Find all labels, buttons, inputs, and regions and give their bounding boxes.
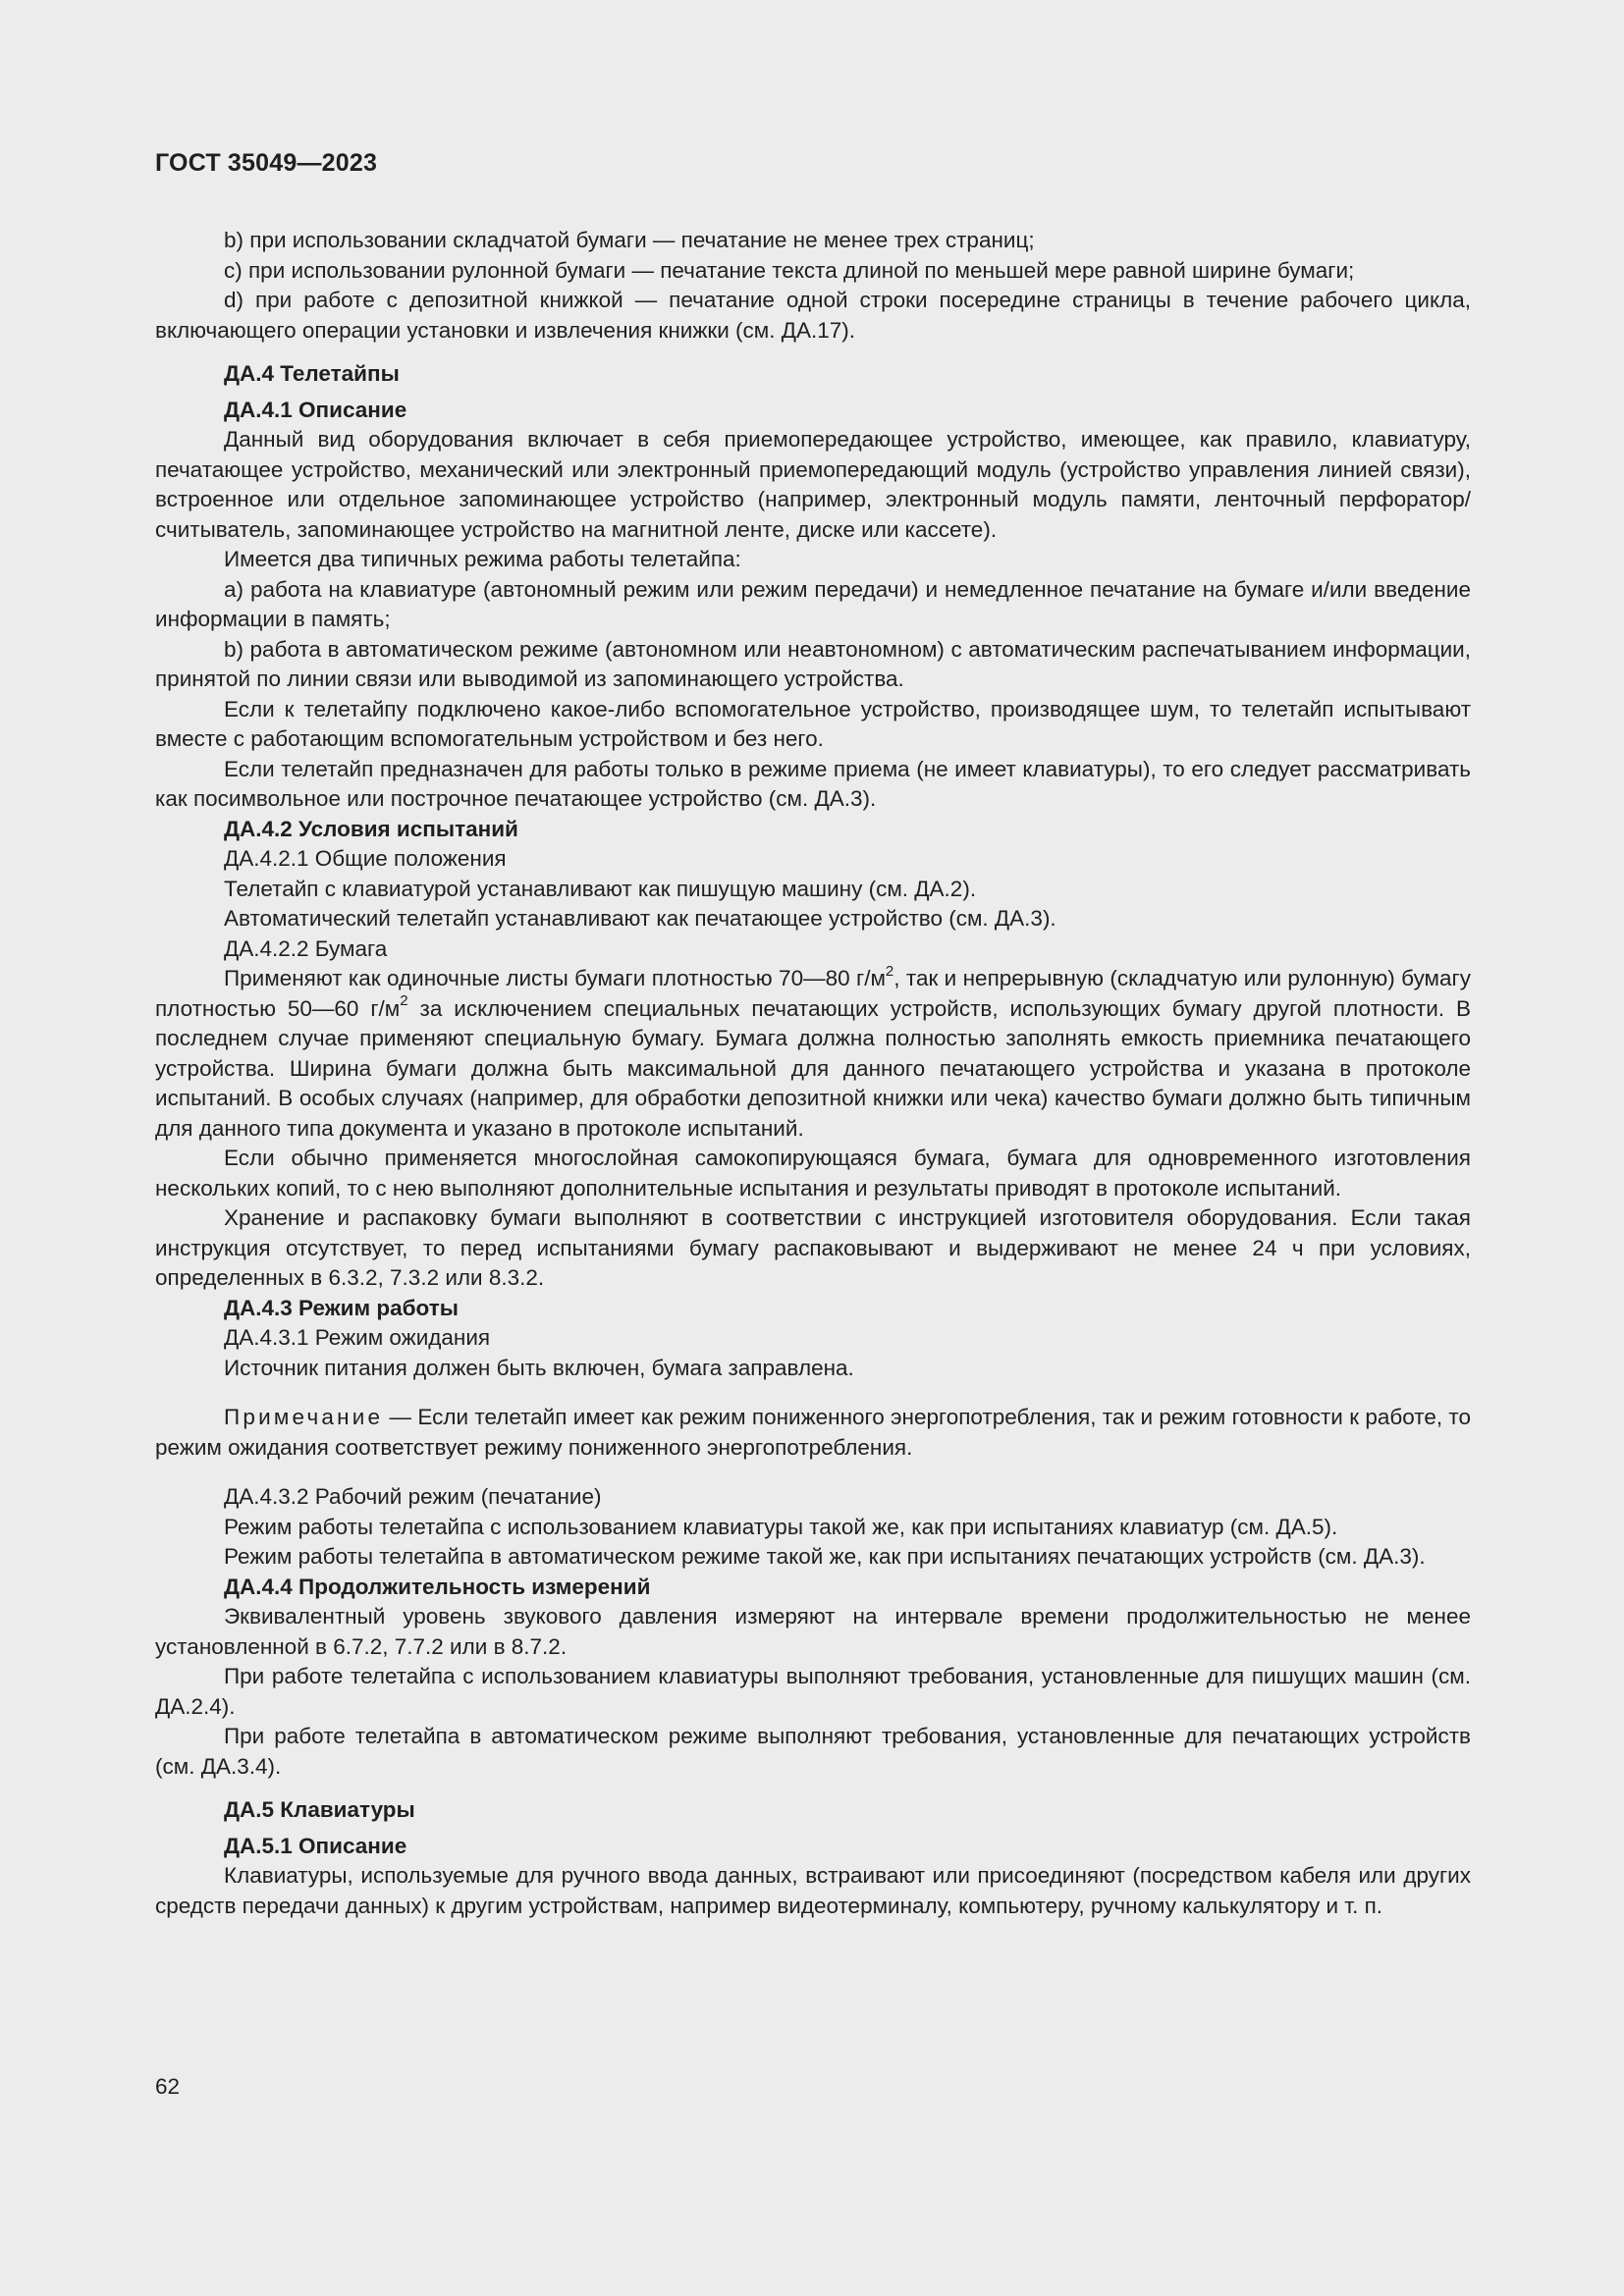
clause-title: ДА.4.2.1 Общие положения <box>224 846 507 871</box>
note-text: — Если телетайп имеет как режим пониженного энергопотребления, так и режим готовности к работе, то режим ожидания соответствует режиму пониженного энергопотребления. <box>155 1405 1471 1460</box>
text-run: , так и непрерывную (складчатую или рулонную) бумагу плотностью 50—60 г/м <box>155 966 1471 1021</box>
paragraph: Клавиатуры, используемые для ручного ввода данных, встраивают или присоединяют (посредством кабеля или других средств передачи данных) к другим устройствам, например видеотерминалу, компьютеру, ручному калькулятору и т. п. <box>155 1863 1471 1918</box>
document-header: ГОСТ 35049—2023 <box>155 149 378 177</box>
list-item: a) работа на клавиатуре (автономный режим или режим передачи) и немедленное печатание на бумаге и/или введение информации в память; <box>155 576 1471 631</box>
document-page <box>155 0 1471 2296</box>
subsection-heading: ДА.4.3 Режим работы <box>224 1295 459 1320</box>
paragraph: Телетайп с клавиатурой устанавливают как пишущую машину (см. ДА.2). <box>224 876 977 901</box>
clause-title: ДА.4.3.1 Режим ожидания <box>224 1325 491 1350</box>
text-run: за исключением специальных печатающих устройств, использующих бумагу другой плотности. В последнем случае применяют специальную бумагу. Бумага должна полностью заполнять емкость приемника печатающего устройства. Ширина бумаги должна быть максимальной для данного печатающего устройства и указана в протоколе испытаний. В особых случаях (например, для обработки депозитной книжки или чека) качество бумаги должно быть типичным для данного типа документа и указано в протоколе испытаний. <box>155 995 1472 1141</box>
subsection-heading: ДА.4.1 Описание <box>224 397 407 422</box>
paragraph: Имеется два типичных режима работы телетайпа: <box>224 547 741 571</box>
paragraph: b) при использовании складчатой бумаги — печатание не менее трех страниц; <box>224 228 1035 252</box>
subsection-heading: ДА.5.1 Описание <box>224 1833 407 1858</box>
paragraph: Режим работы телетайпа в автоматическом режиме такой же, как при испытаниях печатающих устройств (см. ДА.3). <box>224 1544 1426 1569</box>
clause-title: ДА.4.3.2 Рабочий режим (печатание) <box>224 1484 602 1509</box>
paragraph: c) при использовании рулонной бумаги — печатание текста длиной по меньшей мере равной ширине бумаги; <box>224 257 1355 283</box>
paragraph: d) при работе с депозитной книжкой — печатание одной строки посередине страницы в течение рабочего цикла, включающего операции установки и извлечения книжки (см. ДА.17). <box>155 288 1471 343</box>
paragraph: Хранение и распаковку бумаги выполняют в соответствии с инструкцией изготовителя оборудования. Если такая инструкция отсутствует, то перед испытаниями бумагу распаковывают и выдерживают не менее 24 ч при условиях, определенных в 6.3.2, 7.3.2 или 8.3.2. <box>155 1205 1471 1290</box>
note <box>155 1403 1471 1463</box>
paragraph: Режим работы телетайпа с использованием клавиатуры такой же, как при испытаниях клавиатур (см. ДА.5). <box>224 1514 1338 1539</box>
paragraph: Данный вид оборудования включает в себя приемопередающее устройство, имеющее, как правило, клавиатуру, печатающее устройство, механический или электронный приемопередающий модуль (устройство управления линией связи), встроенное или отдельное запоминающее устройство (например, электронный модуль памяти, ленточный перфоратор/считыватель, запоминающее устройство на магнитной ленте, диске или кассете). <box>155 427 1471 542</box>
paragraph: Источник питания должен быть включен, бумага заправлена. <box>224 1355 854 1380</box>
paragraph: Если к телетайпу подключено какое-либо вспомогательное устройство, производящее шум, то телетайп испытывают вместе с работающим вспомогательным устройством и без него. <box>155 696 1471 751</box>
subsection-heading: ДА.4.4 Продолжительность измерений <box>224 1574 651 1599</box>
paragraph-paper-density <box>155 964 1471 1144</box>
clause-title: ДА.4.2.2 Бумага <box>224 935 388 961</box>
paragraph: Если телетайп предназначен для работы только в режиме приема (не имеет клавиатуры), то его следует рассматривать как посимвольное или построчное печатающее устройство (см. ДА.3). <box>155 756 1471 811</box>
document-body <box>155 226 1471 1921</box>
paragraph: При работе телетайпа в автоматическом режиме выполняют требования, установленные для печатающих устройств (см. ДА.3.4). <box>155 1724 1471 1779</box>
note-label: Примечание <box>224 1405 384 1429</box>
section-heading: ДА.5 Клавиатуры <box>224 1797 415 1822</box>
list-item: b) работа в автоматическом режиме (автономном или неавтономном) с автоматическим распечатыванием информации, принятой по линии связи или выводимой из запоминающего устройства. <box>155 636 1471 691</box>
paragraph: Если обычно применяется многослойная самокопирующаяся бумага, бумага для одновременного изготовления нескольких копий, то с нею выполняют дополнительные испытания и результаты приводят в протоколе испытаний. <box>155 1146 1471 1201</box>
page-number: 62 <box>155 2074 181 2099</box>
paragraph: Эквивалентный уровень звукового давления измеряют на интервале времени продолжительностью не менее установленной в 6.7.2, 7.7.2 или в 8.7.2. <box>155 1604 1471 1659</box>
subsection-heading: ДА.4.2 Условия испытаний <box>224 816 518 841</box>
superscript: 2 <box>885 962 894 980</box>
paragraph: При работе телетайпа с использованием клавиатуры выполняют требования, установленные для пишущих машин (см. ДА.2.4). <box>155 1664 1471 1719</box>
section-heading: ДА.4 Телетайпы <box>224 361 400 386</box>
text-run: Применяют как одиночные листы бумаги плотностью 70—80 г/м <box>224 966 886 990</box>
superscript: 2 <box>400 992 408 1009</box>
paragraph: Автоматический телетайп устанавливают как печатающее устройство (см. ДА.3). <box>224 906 1056 931</box>
